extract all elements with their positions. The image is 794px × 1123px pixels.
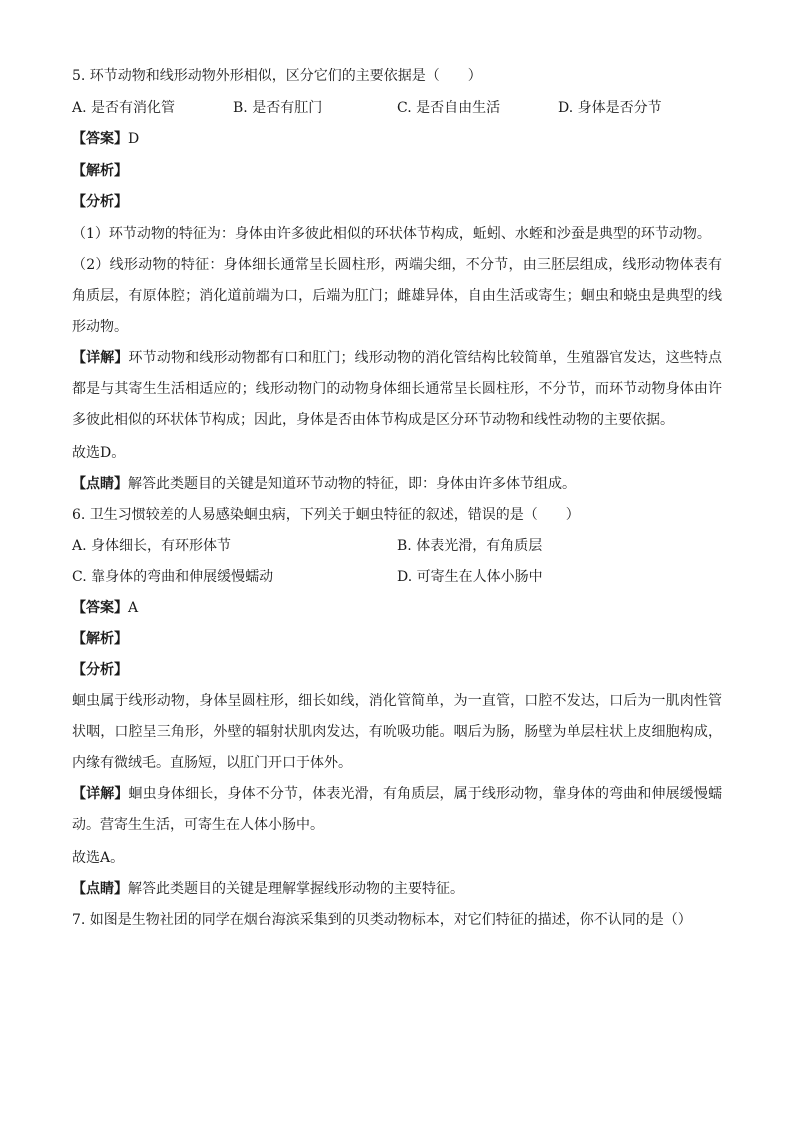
q5-option-a: A. 是否有消化管: [72, 100, 176, 116]
q6-fenxi-heading: 【分析】: [72, 662, 128, 678]
q5-jiexi-heading: 【解析】: [72, 163, 128, 179]
answer-tag: 【答案】: [72, 600, 128, 616]
comment-text: 解答此类题目的关键是知道环节动物的特征，即：身体由许多体节组成。: [128, 476, 576, 492]
detail-text: 蛔虫身体细长，身体不分节，体表光滑，有角质层，属于线形动物，靠身体的弯曲和伸展缓慢蠕动。营寄生生活，可寄生在人体小肠中。: [72, 786, 723, 833]
q6-analysis: 蛔虫属于线形动物，身体呈圆柱形，细长如线，消化管简单，为一直管，口腔不发达，口后为一肌肉性管状咽，口腔呈三角形，外壁的辐射状肌肉发达，有吮吸功能。咽后为肠，肠壁为单层柱状上皮细胞构成，内缘有微绒毛。直肠短，以肛门开口于体外。: [72, 693, 722, 771]
answer-value: D: [128, 131, 140, 147]
q6-option-c: C. 靠身体的弯曲和伸展缓慢蠕动: [72, 569, 274, 585]
q6-detail: [72, 779, 722, 841]
q5-option-c: C. 是否自由生活: [397, 100, 501, 116]
question-7-stem: 7. 如图是生物社团的同学在烟台海滨采集到的贝类动物标本，对它们特征的描述，你不认同的是（）: [72, 912, 692, 928]
comment-tag: 【点睛】: [72, 881, 128, 897]
q5-answer: [72, 129, 139, 149]
q6-jiexi-heading: 【解析】: [72, 631, 128, 647]
question-6-stem: 6. 卫生习惯较差的人易感染蛔虫病，下列关于蛔虫特征的叙述，错误的是（ ）: [72, 507, 580, 523]
q5-option-d: D. 身体是否分节: [558, 100, 662, 116]
q5-detail: [72, 343, 722, 436]
q5-comment: [72, 474, 576, 494]
q6-option-a: A. 身体细长，有环形体节: [72, 538, 232, 554]
answer-tag: 【答案】: [72, 131, 128, 147]
detail-text: 环节动物和线形动物都有口和肛门；线形动物的消化管结构比较简单，生殖器官发达，这些特点都是与其寄生生活相适应的；线形动物门的动物身体细长通常呈长圆柱形，不分节，而环节动物身体由许多彼此相似的环状体节构成；因此，身体是否由体节构成是区分环节动物和线性动物的主要依据。: [72, 350, 723, 428]
detail-tag: 【详解】: [72, 786, 129, 802]
detail-tag: 【详解】: [72, 350, 129, 366]
q5-fenxi-heading: 【分析】: [72, 194, 128, 210]
q6-option-d: D. 可寄生在人体小肠中: [397, 569, 543, 585]
comment-tag: 【点睛】: [72, 476, 128, 492]
q5-option-b: B. 是否有肛门: [233, 100, 323, 116]
q5-analysis-2: （2）线形动物的特征：身体细长通常呈长圆柱形，两端尖细，不分节，由三胚层组成，线形动物体表有角质层，有原体腔；消化道前端为口，后端为肛门；雌雄异体，自由生活或寄生；蛔虫和蛲虫是典型的线形动物。: [72, 257, 722, 335]
comment-text: 解答此类题目的关键是理解掌握线形动物的主要特征。: [128, 881, 464, 897]
question-5-stem: 5. 环节动物和线形动物外形相似，区分它们的主要依据是（ ）: [72, 68, 482, 84]
q6-option-b: B. 体表光滑，有角质层: [397, 538, 543, 554]
q6-answer: [72, 598, 138, 618]
q5-analysis-1: （1）环节动物的特征为：身体由许多彼此相似的环状体节构成，蚯蚓、水蛭和沙蚕是典型的环节动物。: [72, 226, 711, 242]
answer-value: A: [128, 600, 139, 616]
q6-comment: [72, 879, 464, 899]
q5-choose: 故选D。: [72, 445, 126, 461]
q6-choose: 故选A。: [72, 850, 125, 866]
